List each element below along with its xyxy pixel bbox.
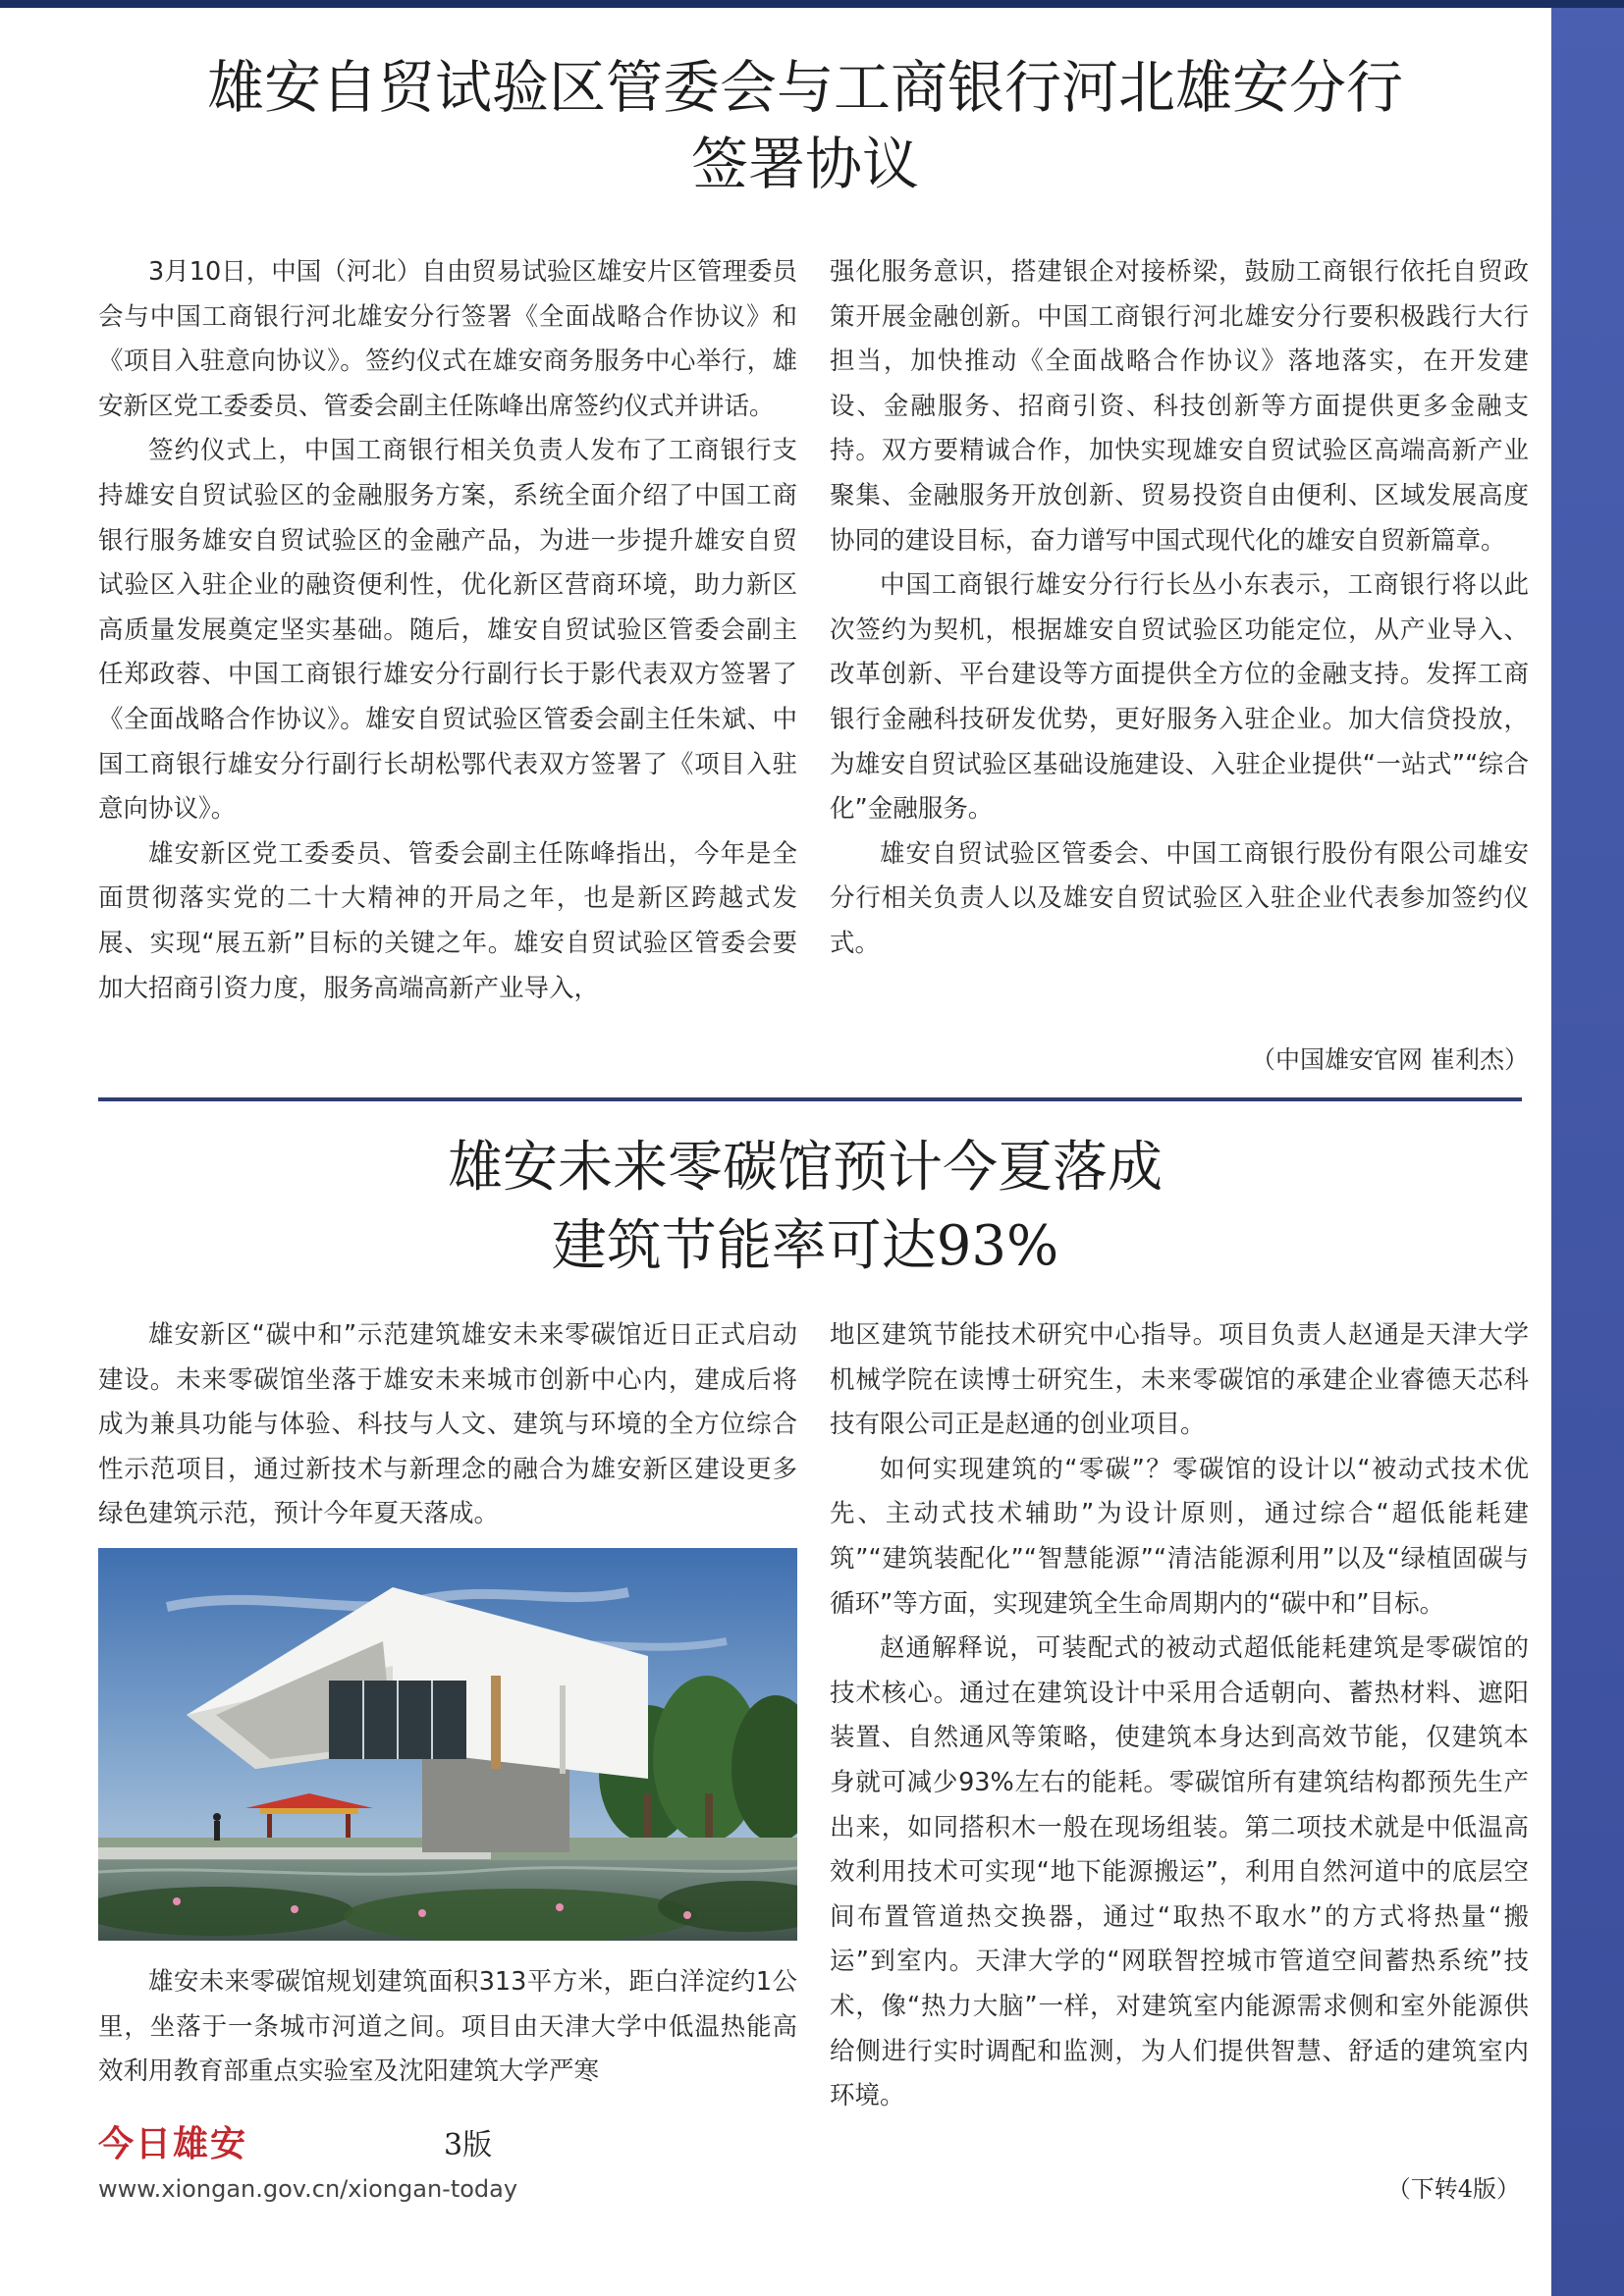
page-number: 3版 [444, 2128, 493, 2163]
paragraph: 雄安自贸试验区管委会、中国工商银行股份有限公司雄安分行相关负责人以及雄安自贸试验区入驻企业代表参加签约仪式。 [830, 838, 1529, 958]
article1-credit: （中国雄安官网 崔利杰） [1251, 1045, 1529, 1074]
paragraph: 雄安新区“碳中和”示范建筑雄安未来零碳馆近日正式启动建设。未来零碳馆坐落于雄安未来城市创新中心内，建成后将成为兼具功能与体验、科技与人文、建筑与环境的全方位综合性示范项目，通过新技术与新理念的融合为雄安新区建设更多绿色建筑示范，预计今年夏天落成。 [98, 1320, 797, 1529]
paragraph: 雄安未来零碳馆规划建筑面积313平方米，距白洋淀约1公里，坐落于一条城市河道之间。项目由天津大学中低温热能高效利用教育部重点实验室及沈阳建筑大学严寒 [98, 1967, 797, 2087]
article2-left-column-top [98, 1313, 797, 1537]
paragraph: 雄安新区党工委委员、管委会副主任陈峰指出，今年是全面贯彻落实党的二十大精神的开局之年，也是新区跨越式发展、实现“展五新”目标的关键之年。雄安自贸试验区管委会要加大招商引资力度，服务高端高新产业导入， [98, 838, 797, 1003]
top-color-bar [0, 0, 1624, 8]
article1-title [98, 49, 1512, 202]
paragraph-continuation: 地区建筑节能技术研究中心指导。项目负责人赵通是天津大学机械学院在读博士研究生，未来零碳馆的承建企业睿德天芯科技有限公司正是赵通的创业项目。 [830, 1320, 1529, 1440]
article2-left-column-bottom [98, 1960, 797, 2095]
paragraph: 赵通解释说，可装配式的被动式超低能耗建筑是零碳馆的技术核心。通过在建筑设计中采用合适朝向、蓄热材料、遮阳装置、自然通风等策略，使建筑本身达到高效节能，仅建筑本身就可减少93%左右的能耗。零碳馆所有建筑结构都预先生产出来，如同搭积木一般在现场组装。第二项技术就是中低温高效利用技术可实现“地下能源搬运”，利用自然河道中的底层空间布置管道热交换器，通过“取热不取水”的方式将热量“搬运”到室内。天津大学的“网联智控城市管道空间蓄热系统”技术，像“热力大脑”一样，对建筑室内能源需求侧和室外能源供给侧进行实时调配和监测，为人们提供智慧、舒适的建筑室内环境。 [830, 1633, 1529, 2111]
paragraph: 如何实现建筑的“零碳”？零碳馆的设计以“被动式技术优先、主动式技术辅助”为设计原则，通过综合“超低能耗建筑”“建筑装配化”“智慧能源”“清洁能源利用”以及“绿植固碳与循环”等方面，实现建筑全生命周期内的“碳中和”目标。 [830, 1454, 1529, 1619]
zero-carbon-building-photo [98, 1548, 797, 1941]
article1-title-line2: 签署协议 [690, 131, 919, 197]
article1-right-column [830, 250, 1529, 967]
continued-note: （下转4版） [1386, 2175, 1520, 2203]
paragraph-continuation: 强化服务意识，搭建银企对接桥梁，鼓励工商银行依托自贸政策开展金融创新。中国工商银行河北雄安分行要积极践行大行担当，加快推动《全面战略合作协议》落地落实，在开发建设、金融服务、招商引资、科技创新等方面提供更多金融支持。双方要精诚合作，加快实现雄安自贸试验区高端高新产业聚集、金融服务开放创新、贸易投资自由便利、区域发展高度协同的建设目标，奋力谱写中国式现代化的雄安自贸新篇章。 [830, 257, 1529, 556]
paragraph: 签约仪式上，中国工商银行相关负责人发布了工商银行支持雄安自贸试验区的金融服务方案，系统全面介绍了中国工商银行服务雄安自贸试验区的金融产品，为进一步提升雄安自贸试验区入驻企业的融资便利性，优化新区营商环境，助力新区高质量发展奠定坚实基础。随后，雄安自贸试验区管委会副主任郑政蓉、中国工商银行雄安分行副行长于影代表双方签署了《全面战略合作协议》。雄安自贸试验区管委会副主任朱斌、中国工商银行雄安分行副行长胡松鄂代表双方签署了《项目入驻意向协议》。 [98, 436, 797, 825]
article2-right-column [830, 1313, 1529, 2119]
paragraph: 中国工商银行雄安分行行长丛小东表示，工商银行将以此次签约为契机，根据雄安自贸试验区功能定位，从产业导入、改革创新、平台建设等方面提供全方位的金融支持。发挥工商银行金融科技研发优势，更好服务入驻企业。加大信贷投放，为雄安自贸试验区基础设施建设、入驻企业提供“一站式”“综合化”金融服务。 [830, 570, 1529, 825]
right-edge-band [1551, 8, 1624, 2296]
paragraph: 3月10日，中国（河北）自由贸易试验区雄安片区管理委员会与中国工商银行河北雄安分行签署《全面战略合作协议》和《项目入驻意向协议》。签约仪式在雄安商务服务中心举行，雄安新区党工委委员、管委会副主任陈峰出席签约仪式并讲话。 [98, 257, 797, 421]
article2-title-line1: 雄安未来零碳馆预计今夏落成 [448, 1136, 1163, 1200]
article1-left-column [98, 250, 797, 1011]
article1-title-line1: 雄安自贸试验区管委会与工商银行河北雄安分行 [206, 54, 1403, 121]
article2-title-line2: 建筑节能率可达93% [551, 1214, 1059, 1278]
article2-title [98, 1129, 1512, 1286]
site-url[interactable]: www.xiongan.gov.cn/xiongan-today [98, 2175, 518, 2203]
newspaper-logo: 今日雄安 [98, 2123, 248, 2164]
section-divider [98, 1097, 1522, 1101]
